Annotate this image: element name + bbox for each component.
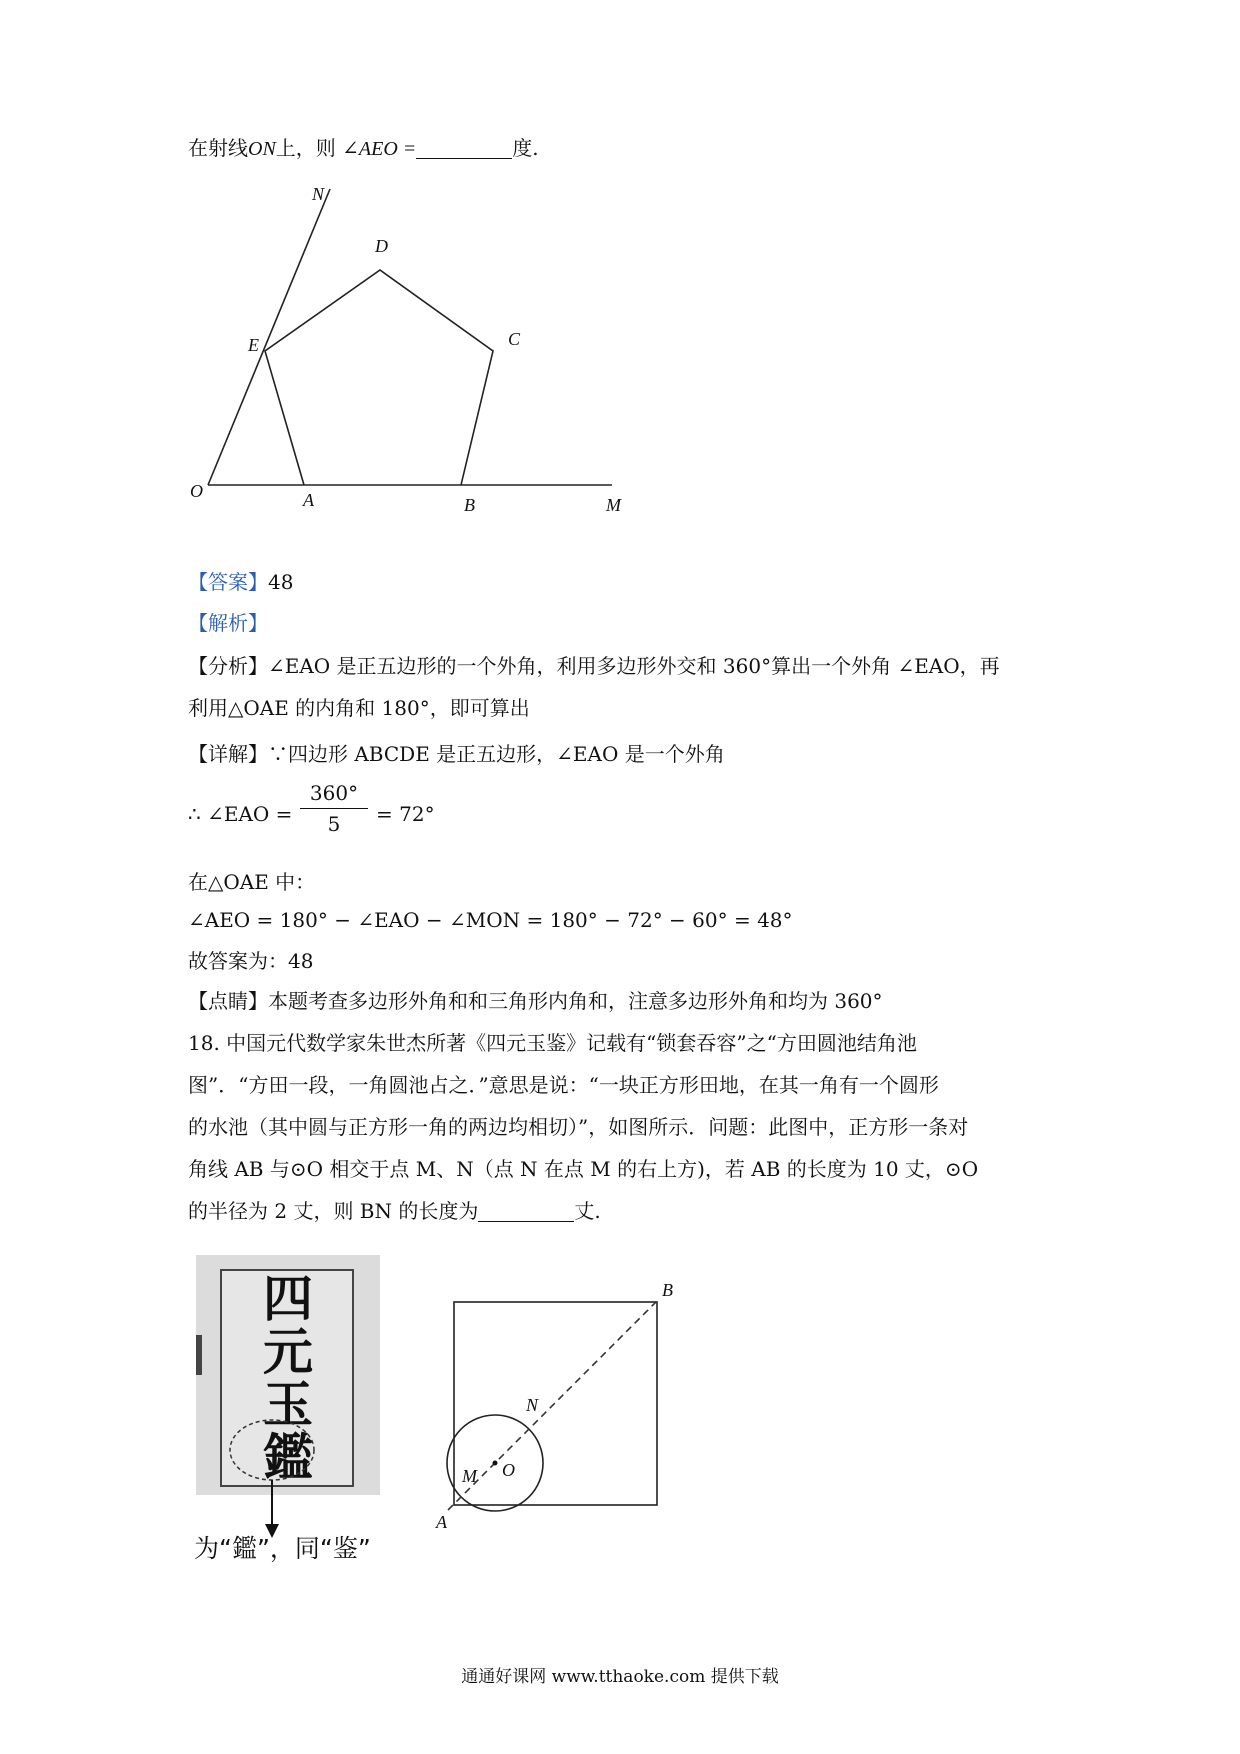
square-circle-figure: [430, 1270, 690, 1540]
label-m2: M: [462, 1466, 477, 1486]
pentagon-figure: [180, 185, 640, 525]
q18-line2: 图”．“方田一段，一角圆池占之．”意思是说：“一块正方形田地，在其一角有一个圆形: [188, 1073, 939, 1097]
book-char-3: 玉: [263, 1376, 313, 1434]
label-a: A: [303, 490, 314, 510]
q17-text-mid: 上，则: [275, 136, 336, 160]
book-char-1: 四: [263, 1270, 313, 1328]
q18-line1: 18. 中国元代数学家朱世杰所著《四元玉鉴》记载有“锁套吞容”之“方田圆池结角池: [188, 1031, 917, 1055]
dianjing-tag: 【点睛】: [188, 989, 268, 1013]
label-c: C: [508, 329, 521, 349]
answer-blank-q17: [416, 138, 512, 159]
fenxi-text-1: ∠EAO 是正五边形的一个外角，利用多边形外交和 360°算出一个外角 ∠EAO，再: [268, 654, 1000, 678]
label-o: O: [190, 481, 203, 501]
angle-aeo: ∠AEO =: [342, 138, 417, 160]
diagonal-ab: [448, 1298, 660, 1510]
label-e: E: [248, 335, 259, 355]
pentagon-abcde: [265, 270, 493, 485]
dianjing-text: 本题考查多边形外角和和三角形内角和，注意多边形外角和均为 360°: [268, 989, 883, 1013]
xiangjie-line: [188, 740, 725, 768]
label-o2: O: [502, 1460, 515, 1480]
fenxi-tag: 【分析】: [188, 654, 268, 678]
eq1-numerator: 360°: [309, 781, 359, 805]
xiangjie-text: ∵四边形 ABCDE 是正五边形，∠EAO 是一个外角: [268, 742, 725, 766]
in-triangle-line: 在△OAE 中：: [188, 870, 316, 894]
label-b2: B: [662, 1280, 673, 1300]
xiangjie-tag: 【详解】: [188, 742, 268, 766]
fraction-bar: [300, 808, 368, 809]
book-char-4: 鑑: [263, 1429, 313, 1487]
fenxi-line2: 利用△OAE 的内角和 180°，即可算出: [188, 696, 530, 720]
label-b: B: [464, 495, 475, 515]
ray-on-label: ON: [248, 138, 276, 160]
analysis-tag: 【解析】: [188, 611, 268, 635]
q18-line5-post: 丈.: [574, 1199, 601, 1223]
book-char-2: 元: [263, 1323, 313, 1381]
q18-line3: 的水池（其中圆与正方形一角的两边均相切）”，如图所示．问题：此图中，正方形一条对: [188, 1115, 969, 1139]
q18-line4: 角线 AB 与⊙O 相交于点 M、N（点 N 在点 M 的右上方)，若 AB 的长度为 10 丈，⊙O: [188, 1157, 979, 1181]
center-o-dot: [493, 1461, 498, 1466]
eq1-lhs: ∴ ∠EAO =: [188, 802, 293, 826]
book-caption: 为“鑑”，同“鉴”: [194, 1534, 371, 1563]
answer-line: [188, 568, 293, 596]
q17-text-post: 度.: [512, 136, 539, 160]
dashed-ellipse: [230, 1420, 314, 1480]
dianjing-line: [188, 987, 883, 1015]
page-footer: 通通好课网 www.tthaoke.com 提供下载: [461, 1667, 779, 1687]
label-d: D: [375, 236, 388, 256]
q17-text-pre: 在射线: [188, 136, 248, 160]
q18-line5-pre: 的半径为 2 丈，则 BN 的长度为: [188, 1199, 479, 1223]
eq1-denominator: 5: [327, 812, 341, 836]
eq1-rhs: = 72°: [376, 802, 435, 826]
label-n: N: [312, 185, 325, 204]
answer-blank-q18: [478, 1201, 574, 1222]
fenxi-line1: [188, 652, 1000, 680]
label-a2: A: [436, 1512, 447, 1532]
eq2-line: ∠AEO = 180° − ∠EAO − ∠MON = 180° − 72° − 60° = 48°: [188, 908, 793, 932]
label-n2: N: [526, 1395, 539, 1415]
label-m: M: [606, 495, 621, 515]
q18-line5: [188, 1197, 601, 1225]
eq1-fraction: [300, 780, 368, 837]
ray-on: [208, 189, 330, 485]
answer-tag: 【答案】: [188, 570, 268, 594]
book-annotation-arrow: [196, 1240, 416, 1540]
q17-tail-line: [188, 134, 539, 163]
gu-answer-line: 故答案为：48: [188, 949, 314, 973]
answer-value: 48: [268, 570, 294, 594]
